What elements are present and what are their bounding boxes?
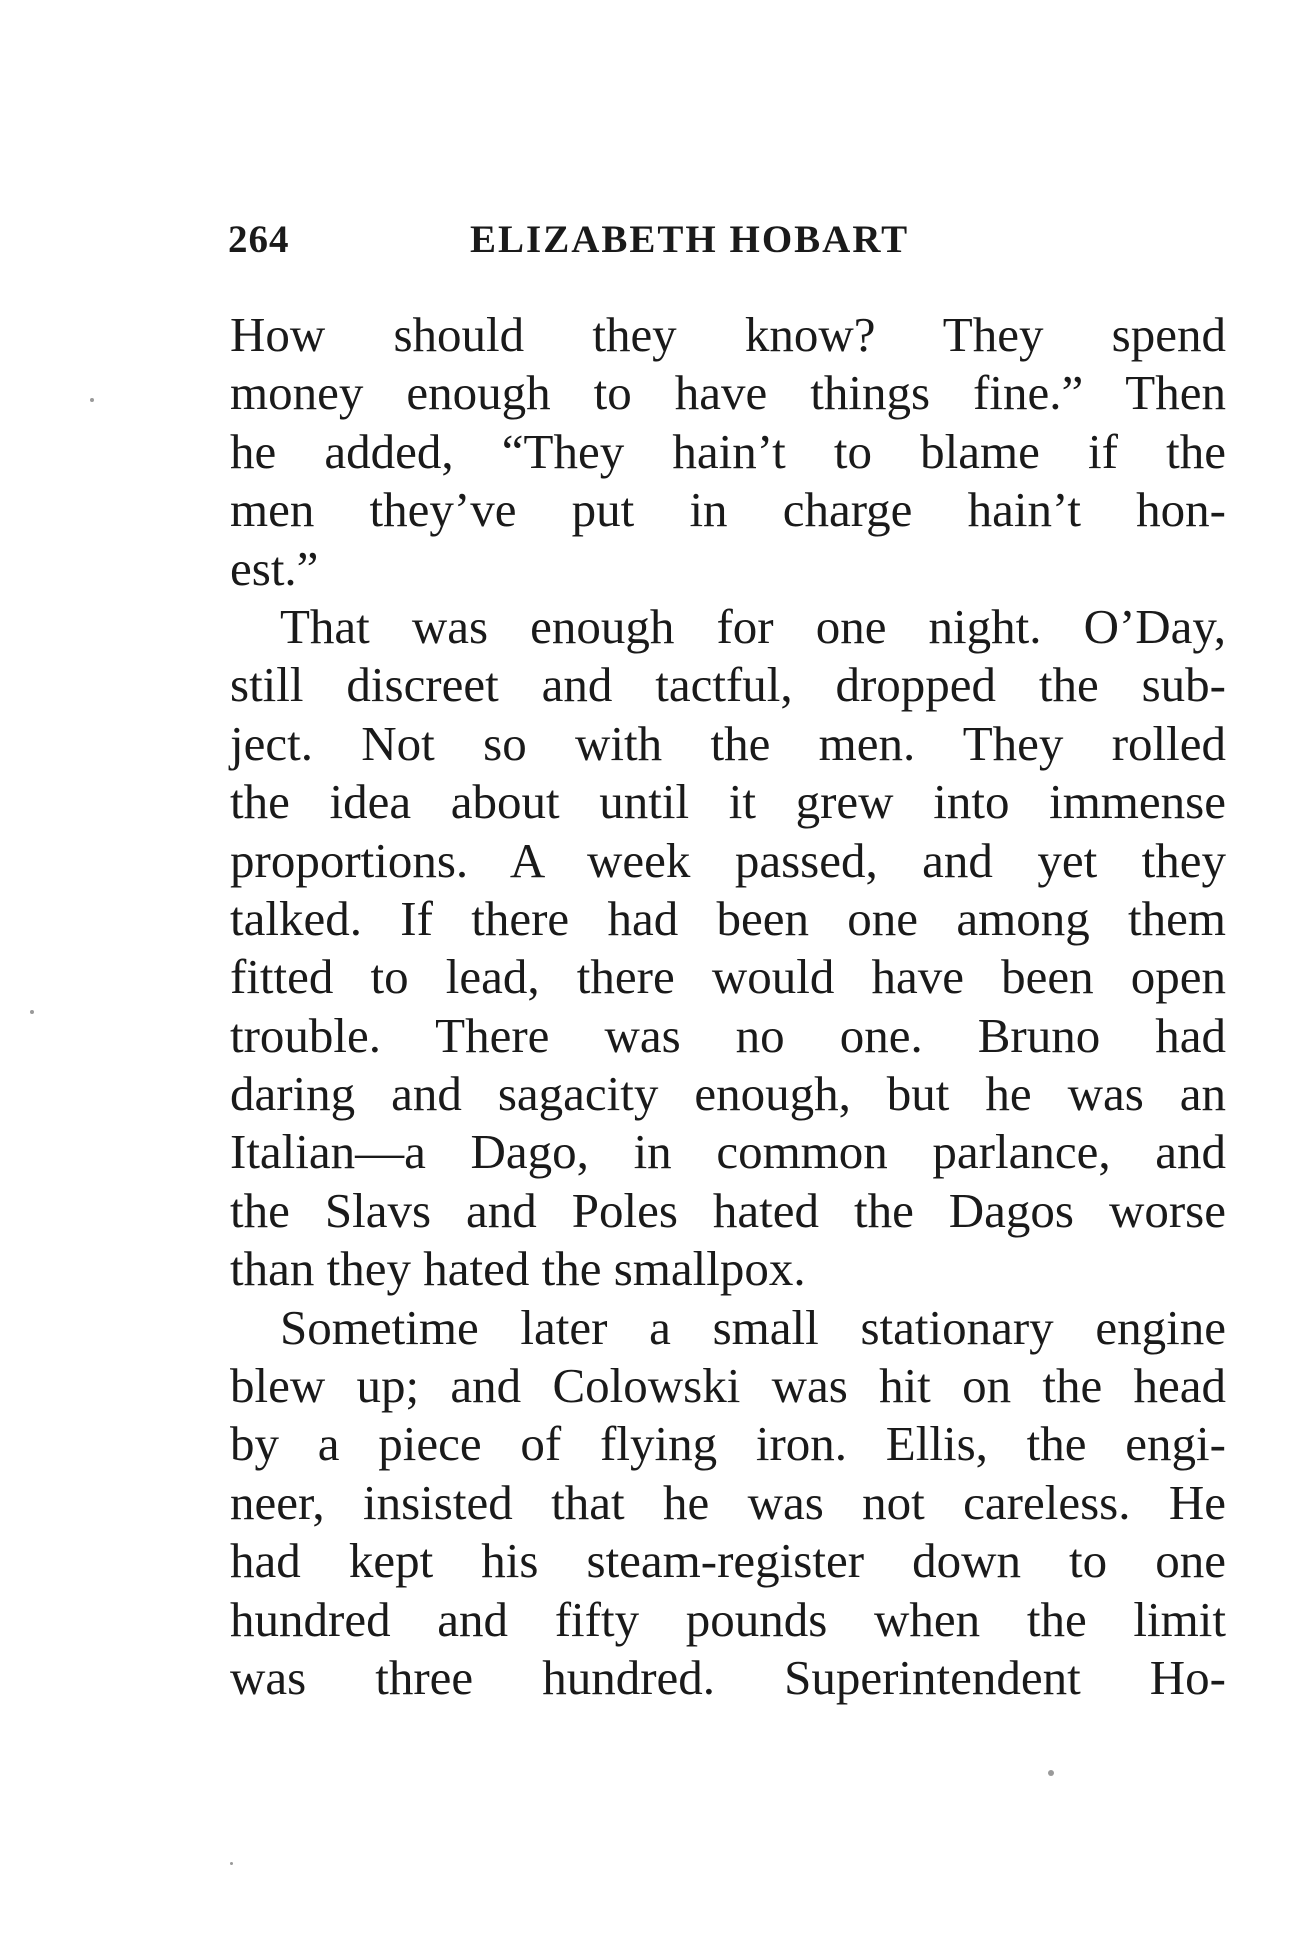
scan-speck bbox=[30, 1010, 34, 1014]
text-line: money enough to have things fine.” Then bbox=[230, 365, 1226, 421]
text-line: talked. If there had been one among them bbox=[230, 890, 1226, 946]
text-line: he added, “They hain’t to blame if the bbox=[230, 423, 1226, 479]
text-line: had kept his steam-register down to one bbox=[230, 1533, 1226, 1589]
text-line: hundred and fifty pounds when the limit bbox=[230, 1591, 1226, 1647]
scan-speck bbox=[90, 398, 94, 402]
text-line: blew up; and Colowski was hit on the head bbox=[230, 1358, 1226, 1414]
text-line: ject. Not so with the men. They rolled bbox=[230, 715, 1226, 771]
text-line: proportions. A week passed, and yet they bbox=[230, 832, 1226, 888]
text-line: the idea about until it grew into immense bbox=[230, 774, 1226, 830]
text-line: trouble. There was no one. Bruno had bbox=[230, 1007, 1226, 1063]
running-head: ELIZABETH HOBART bbox=[470, 218, 910, 261]
body-text bbox=[230, 306, 1226, 1707]
page-number: 264 bbox=[228, 218, 290, 261]
text-line: the Slavs and Poles hated the Dagos worse bbox=[230, 1182, 1226, 1238]
text-line: Sometime later a small stationary engine bbox=[280, 1299, 1226, 1355]
text-line: than they hated the smallpox. bbox=[230, 1241, 806, 1297]
text-line: That was enough for one night. O’Day, bbox=[280, 598, 1226, 654]
paragraph-2 bbox=[230, 598, 1226, 1299]
text-line: est.” bbox=[230, 540, 319, 596]
text-line: How should they know? They spend bbox=[230, 307, 1226, 362]
text-line: neer, insisted that he was not careless. He bbox=[230, 1474, 1226, 1530]
paragraph-1 bbox=[230, 306, 1226, 598]
scan-speck bbox=[1048, 1770, 1054, 1776]
text-line: daring and sagacity enough, but he was an bbox=[230, 1066, 1226, 1122]
text-line: by a piece of flying iron. Ellis, the engi- bbox=[230, 1416, 1226, 1472]
text-line: was three hundred. Superintendent Ho- bbox=[230, 1649, 1226, 1705]
page-header bbox=[228, 217, 1228, 273]
text-line: fitted to lead, there would have been open bbox=[230, 949, 1226, 1005]
text-line: men they’ve put in charge hain’t hon- bbox=[230, 482, 1226, 538]
text-line: Italian—a Dago, in common parlance, and bbox=[230, 1124, 1226, 1180]
scan-speck bbox=[230, 1862, 233, 1865]
text-line: still discreet and tactful, dropped the sub- bbox=[230, 657, 1226, 713]
paragraph-3 bbox=[230, 1299, 1226, 1708]
